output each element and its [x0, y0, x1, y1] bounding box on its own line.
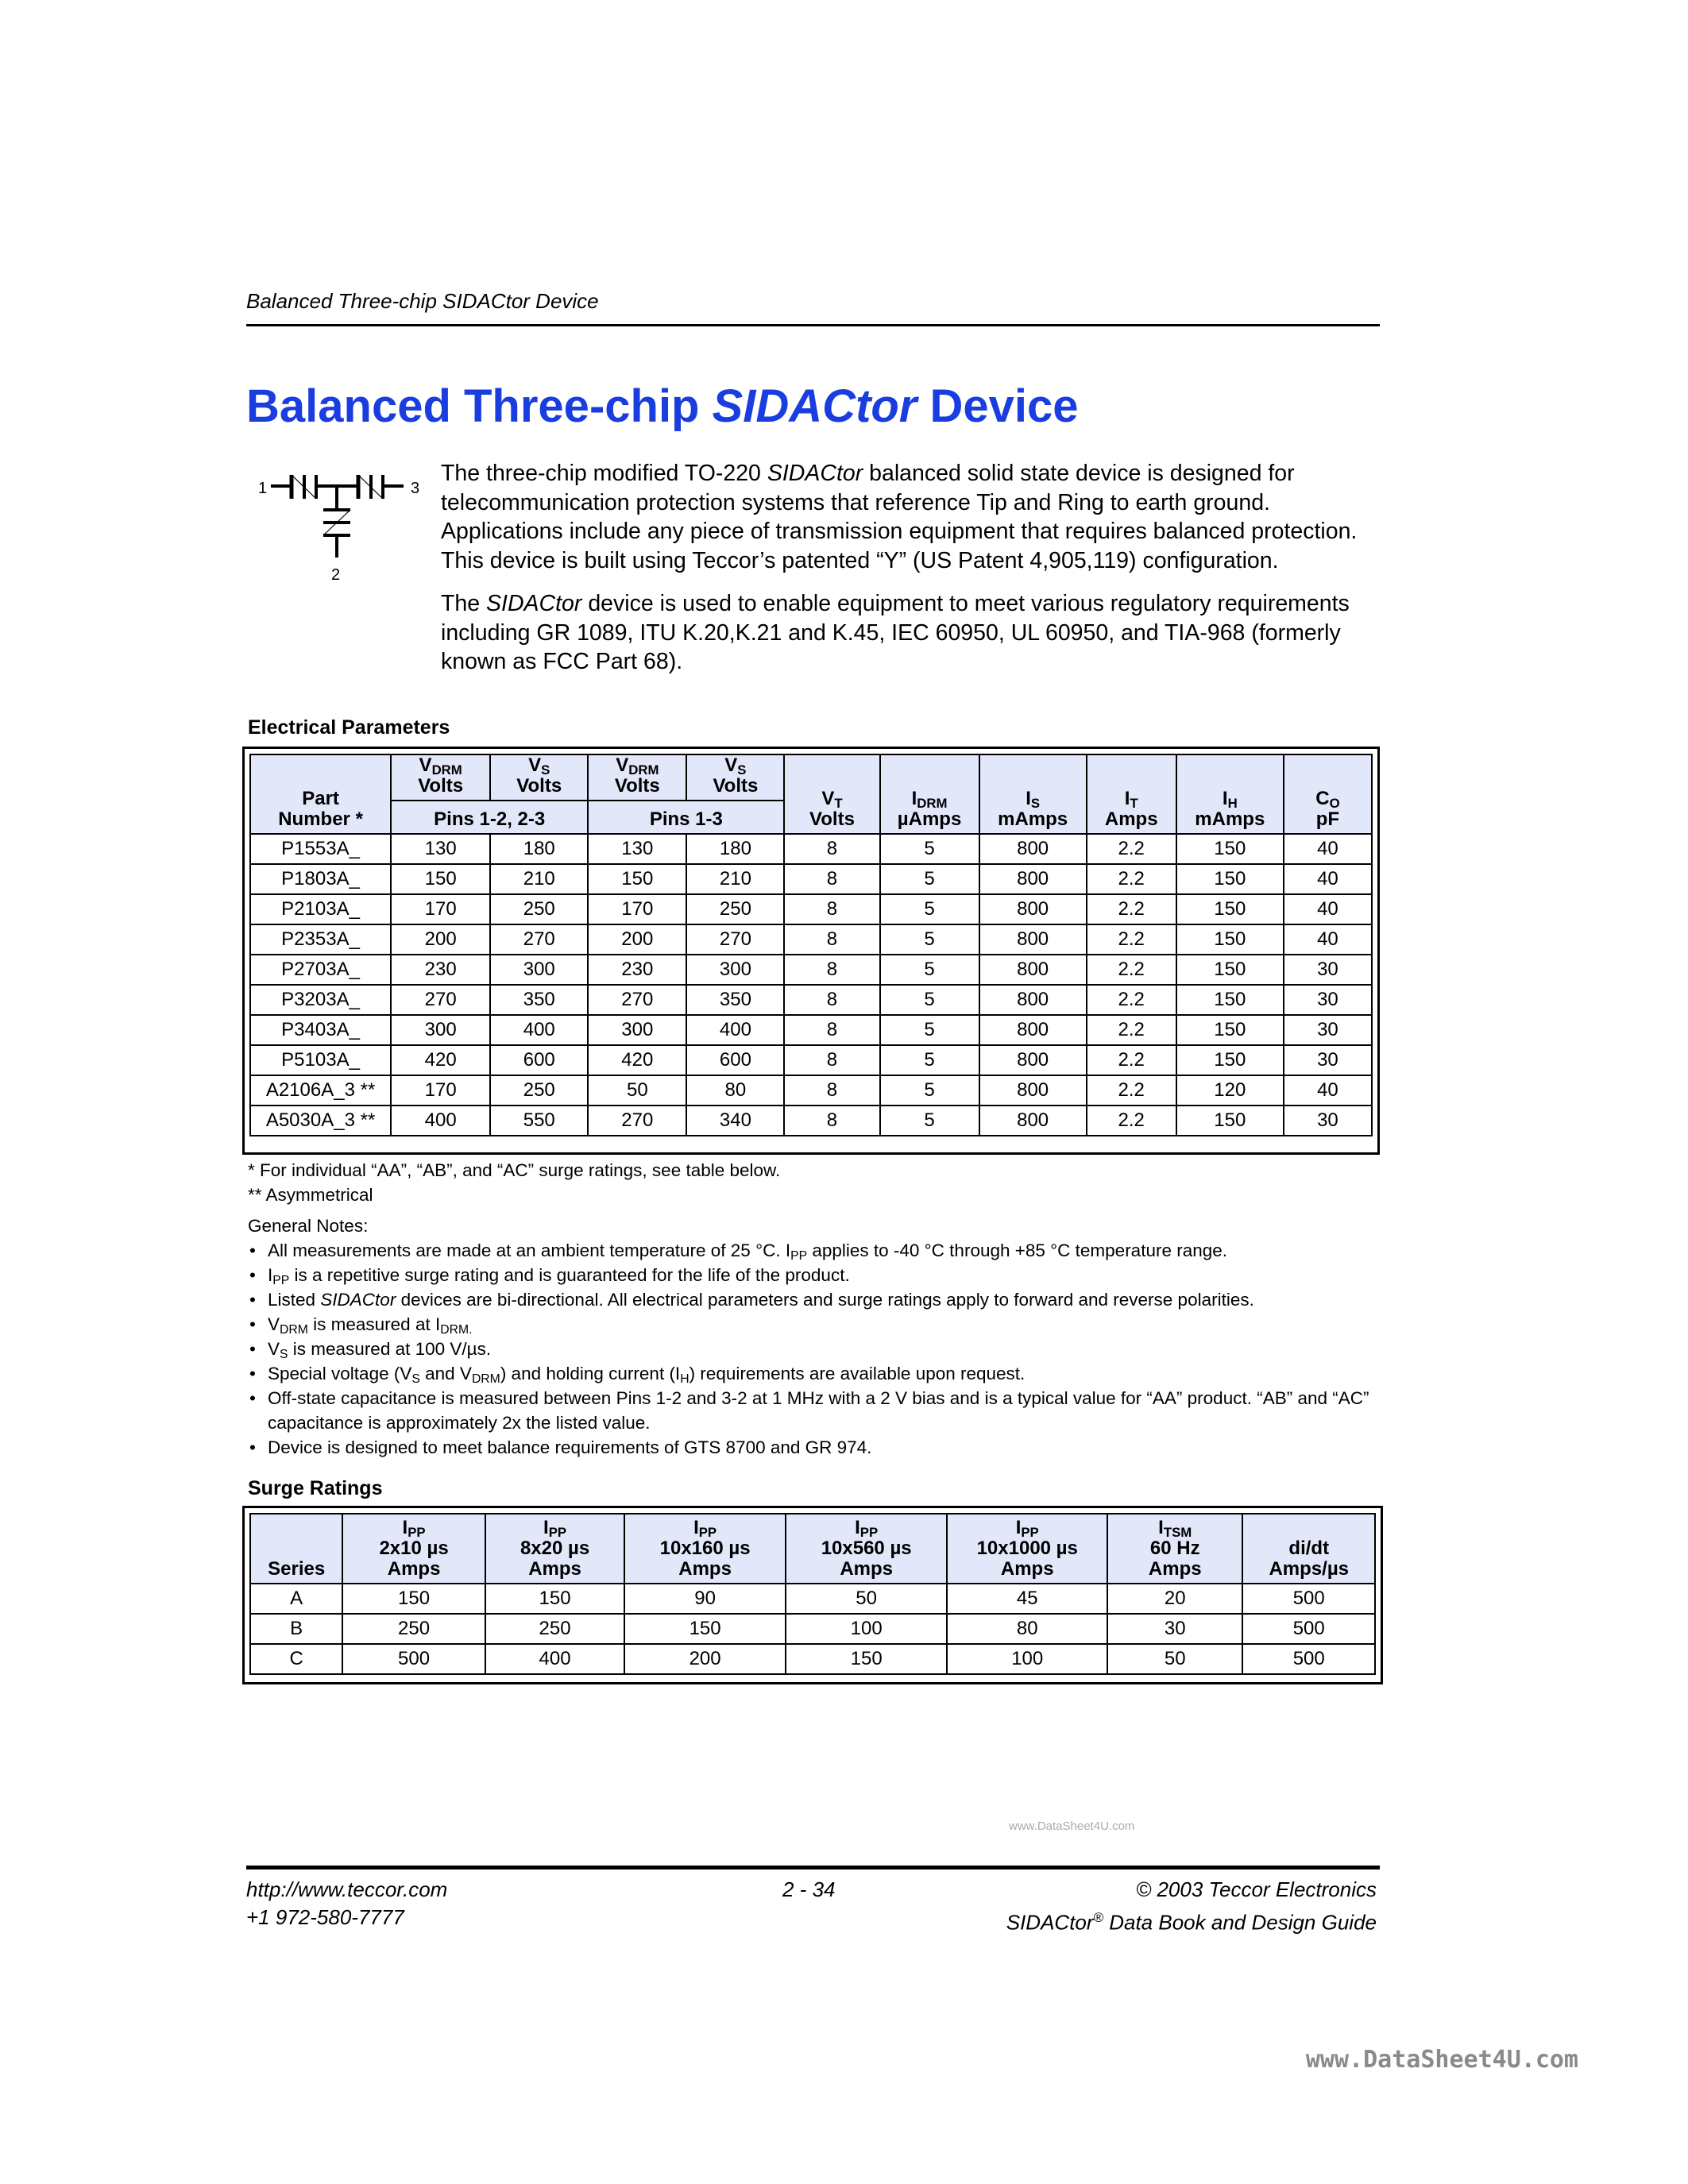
value-cell: 500 — [1242, 1584, 1375, 1614]
footnote-asymmetrical: ** Asymmetrical — [248, 1185, 373, 1205]
subscript: DRM — [917, 796, 948, 812]
value-cell: 30 — [1107, 1614, 1242, 1644]
header-cell: $I_T$ Amps — [1087, 754, 1176, 834]
table-row — [250, 985, 1372, 1015]
value-cell: 2.2 — [1087, 1015, 1176, 1045]
footer-rule — [246, 1866, 1380, 1870]
part-number-cell: P2353A_ — [250, 924, 391, 955]
value-cell: 170 — [391, 894, 490, 924]
value-cell: 400 — [686, 1015, 784, 1045]
table-row — [250, 1614, 1375, 1644]
value-cell: 8 — [784, 985, 879, 1015]
value-cell: 5 — [880, 1075, 979, 1106]
table-row — [250, 1644, 1375, 1674]
header-cell: $I_{PP}$ 2x10 µs Amps — [342, 1514, 485, 1584]
header-cell: $I_{PP}$ 10x1000 µs Amps — [947, 1514, 1107, 1584]
value-cell: 8 — [784, 864, 879, 894]
value-cell: 8 — [784, 1015, 879, 1045]
subscript: TSM — [1163, 1525, 1192, 1541]
subscript: S — [737, 762, 747, 778]
subscript: PP — [859, 1525, 879, 1541]
value-cell: 50 — [1107, 1644, 1242, 1674]
value-cell: 30 — [1284, 1106, 1372, 1136]
value-cell: 80 — [947, 1614, 1107, 1644]
running-head: Balanced Three-chip SIDACtor Device — [246, 289, 599, 313]
header-cell: $I_S$ mAmps — [979, 754, 1087, 834]
header-pin-group: Pins 1-2, 2-3 — [391, 801, 588, 834]
value-cell: 8 — [784, 924, 879, 955]
value-cell: 210 — [490, 864, 588, 894]
value-cell: 2.2 — [1087, 985, 1176, 1015]
value-cell: 50 — [588, 1075, 686, 1106]
value-cell: 200 — [391, 924, 490, 955]
value-cell: 8 — [784, 1106, 879, 1136]
subscript: S — [280, 1347, 288, 1361]
value-cell: 150 — [1176, 985, 1284, 1015]
header-cell: $V_S$ Volts — [490, 754, 588, 801]
site-watermark: www.DataSheet4U.com — [1305, 2046, 1578, 2074]
value-cell: 230 — [391, 955, 490, 985]
value-cell: 800 — [979, 1106, 1087, 1136]
subscript: PP — [272, 1273, 290, 1287]
value-cell: 200 — [588, 924, 686, 955]
value-cell: 170 — [391, 1075, 490, 1106]
footer-left — [246, 1876, 447, 1931]
part-number-cell: P2703A_ — [250, 955, 391, 985]
value-cell: 150 — [1176, 924, 1284, 955]
intro-paragraph-2: The SIDACtor device is used to enable equipment to meet various regulatory requirements including GR 1089, ITU K.20,K.21 and K.45, IEC 60950, UL 60950, and TIA-968 (formerly known as FCC Part 68). — [441, 591, 1350, 674]
subscript: DRM — [628, 762, 659, 778]
value-cell: 500 — [342, 1644, 485, 1674]
value-cell: 150 — [1176, 1106, 1284, 1136]
value-cell: 500 — [1242, 1614, 1375, 1644]
value-cell: 300 — [588, 1015, 686, 1045]
value-cell: 270 — [391, 985, 490, 1015]
table-row — [250, 1075, 1372, 1106]
value-cell: 5 — [880, 864, 979, 894]
value-cell: 100 — [786, 1614, 948, 1644]
table-row — [250, 1045, 1372, 1075]
header-cell: $V_{DRM}$ Volts — [391, 754, 490, 801]
subscript: H — [1227, 796, 1238, 812]
table-row — [250, 924, 1372, 955]
title-text-end: Device — [917, 380, 1079, 432]
value-cell: 350 — [490, 985, 588, 1015]
value-cell: 300 — [686, 955, 784, 985]
value-cell: 400 — [391, 1106, 490, 1136]
electrical-parameters-label: Electrical Parameters — [248, 716, 450, 739]
value-cell: 150 — [588, 864, 686, 894]
footnote-part-number: * For individual “AA”, “AB”, and “AC” surge ratings, see table below. — [248, 1160, 781, 1180]
surge-ratings-label: Surge Ratings — [248, 1477, 383, 1499]
value-cell: 130 — [391, 834, 490, 864]
subscript: PP — [548, 1525, 567, 1541]
value-cell: 150 — [1176, 1045, 1284, 1075]
subscript: PP — [790, 1248, 808, 1263]
value-cell: 5 — [880, 1015, 979, 1045]
title-text: Balanced Three-chip — [246, 380, 713, 432]
value-cell: 210 — [686, 864, 784, 894]
value-cell: 40 — [1284, 1075, 1372, 1106]
value-cell: 800 — [979, 1045, 1087, 1075]
footer-right — [1006, 1876, 1377, 1937]
pin-1-label: 1 — [258, 480, 268, 497]
series-cell: A — [250, 1584, 342, 1614]
part-number-cell: P3203A_ — [250, 985, 391, 1015]
value-cell: 150 — [624, 1614, 786, 1644]
value-cell: 80 — [686, 1075, 784, 1106]
surge-ratings-table-frame — [242, 1506, 1383, 1684]
subscript: T — [1130, 796, 1138, 812]
note-item: • $I_{PP}$ is a repetitive surge rating and is guaranteed for the life of the product. — [248, 1263, 1392, 1287]
value-cell: 2.2 — [1087, 1106, 1176, 1136]
value-cell: 5 — [880, 924, 979, 955]
part-number-cell: P1803A_ — [250, 864, 391, 894]
general-notes-list — [248, 1238, 1392, 1460]
footer-phone: +1 972-580-7777 — [246, 1905, 404, 1929]
value-cell: 150 — [342, 1584, 485, 1614]
value-cell: 180 — [490, 834, 588, 864]
value-cell: 5 — [880, 834, 979, 864]
value-cell: 270 — [588, 985, 686, 1015]
header-cell: $V_S$ Volts — [686, 754, 784, 801]
general-notes-label: General Notes: — [248, 1216, 369, 1236]
series-cell: C — [250, 1644, 342, 1674]
value-cell: 40 — [1284, 924, 1372, 955]
value-cell: 250 — [490, 1075, 588, 1106]
value-cell: 150 — [1176, 894, 1284, 924]
title-brand: SIDACtor — [712, 380, 917, 432]
header-cell: $C_O$ pF — [1284, 754, 1372, 834]
header-row — [250, 1514, 1375, 1584]
value-cell: 150 — [1176, 955, 1284, 985]
value-cell: 5 — [880, 1106, 979, 1136]
part-number-cell: A2106A_3 ** — [250, 1075, 391, 1106]
header-cell: $I_{PP}$ 8x20 µs Amps — [485, 1514, 624, 1584]
value-cell: 2.2 — [1087, 924, 1176, 955]
value-cell: 8 — [784, 894, 879, 924]
value-cell: 270 — [490, 924, 588, 955]
footer-book-title — [1006, 1904, 1377, 1937]
value-cell: 2.2 — [1087, 834, 1176, 864]
value-cell: 270 — [686, 924, 784, 955]
header-cell: $I_{DRM}$ µAmps — [880, 754, 979, 834]
table-row — [250, 955, 1372, 985]
value-cell: 2.2 — [1087, 1075, 1176, 1106]
header-cell: $I_{TSM}$ 60 Hz Amps — [1107, 1514, 1242, 1584]
pin-2-label: 2 — [331, 566, 341, 584]
value-cell: 270 — [588, 1106, 686, 1136]
table-row — [250, 864, 1372, 894]
intro-paragraph-1: The three-chip modified TO-220 SIDACtor balanced solid state device is designed for telecommunication protection systems that reference Tip and Ring to earth ground. Applications include any piece of transmission equipment that requires balanced protection. This device is built using Teccor’s patented “Y” (US Patent 4,905,119) configuration. — [441, 461, 1358, 573]
subscript: PP — [698, 1525, 717, 1541]
value-cell: 20 — [1107, 1584, 1242, 1614]
header-cell: $V_T$ Volts — [784, 754, 879, 834]
value-cell: 30 — [1284, 985, 1372, 1015]
value-cell: 800 — [979, 955, 1087, 985]
value-cell: 800 — [979, 1015, 1087, 1045]
value-cell: 500 — [1242, 1644, 1375, 1674]
value-cell: 550 — [490, 1106, 588, 1136]
value-cell: 600 — [490, 1045, 588, 1075]
part-number-cell: P1553A_ — [250, 834, 391, 864]
part-number-cell: A5030A_3 ** — [250, 1106, 391, 1136]
footer-url-link[interactable]: http://www.teccor.com — [246, 1877, 448, 1901]
value-cell: 800 — [979, 834, 1087, 864]
value-cell: 150 — [1176, 834, 1284, 864]
value-cell: 5 — [880, 894, 979, 924]
circuit-diagram-icon — [242, 461, 425, 588]
value-cell: 120 — [1176, 1075, 1284, 1106]
note-item: • Special voltage ($V_S$ and $V_{DRM}$) and holding current $(I_H)$ requirements are available upon request. — [248, 1361, 1392, 1386]
value-cell: 30 — [1284, 1045, 1372, 1075]
value-cell: 340 — [686, 1106, 784, 1136]
value-cell: 170 — [588, 894, 686, 924]
value-cell: 350 — [686, 985, 784, 1015]
value-cell: 40 — [1284, 894, 1372, 924]
table-row — [250, 1015, 1372, 1045]
part-number-cell: P2103A_ — [250, 894, 391, 924]
subscript: DRM — [471, 1372, 500, 1386]
header-cell: $I_{PP}$ 10x160 µs Amps — [624, 1514, 786, 1584]
value-cell: 2.2 — [1087, 955, 1176, 985]
value-cell: 150 — [391, 864, 490, 894]
table-watermark: www.DataSheet4U.com — [1009, 1819, 1135, 1833]
table-row — [250, 1106, 1372, 1136]
subscript: PP — [408, 1525, 426, 1541]
subscript: T — [834, 796, 843, 812]
value-cell: 150 — [1176, 864, 1284, 894]
value-cell: 40 — [1284, 834, 1372, 864]
note-item: • Listed SIDACtor devices are bi-directional. All electrical parameters and surge ratings apply to forward and reverse polarities. — [248, 1287, 1392, 1312]
value-cell: 250 — [490, 894, 588, 924]
table-row — [250, 1584, 1375, 1614]
brand-text: SIDACtor — [320, 1290, 396, 1310]
book-brand: SIDACtor — [1006, 1910, 1094, 1935]
value-cell: 300 — [490, 955, 588, 985]
value-cell: 40 — [1284, 864, 1372, 894]
book-title-rest: Data Book and Design Guide — [1103, 1910, 1377, 1935]
table-row — [250, 894, 1372, 924]
subscript: PP — [1021, 1525, 1039, 1541]
note-item: • All measurements are made at an ambient temperature of 25 °C. $I_{PP}$ applies to -40 °C through +85 °C temperature range. — [248, 1238, 1392, 1263]
value-cell: 800 — [979, 1075, 1087, 1106]
value-cell: 250 — [485, 1614, 624, 1644]
value-cell: 50 — [786, 1584, 948, 1614]
value-cell: 800 — [979, 894, 1087, 924]
subscript: O — [1329, 796, 1340, 812]
electrical-parameters-table — [249, 754, 1373, 1136]
note-item: • $V_{DRM}$ is measured at $I_{DRM.}$ — [248, 1312, 1392, 1337]
subscript: DRM. — [440, 1322, 473, 1337]
subscript: DRM — [280, 1322, 308, 1337]
value-cell: 400 — [490, 1015, 588, 1045]
header-rule — [246, 324, 1380, 326]
subscript: S — [541, 762, 550, 778]
header-cell: $I_{PP}$ 10x560 µs Amps — [786, 1514, 948, 1584]
value-cell: 800 — [979, 864, 1087, 894]
registered-mark: ® — [1093, 1910, 1103, 1925]
value-cell: 420 — [588, 1045, 686, 1075]
header-cell: di/dt Amps/µs — [1242, 1514, 1375, 1584]
page-title — [246, 380, 1079, 433]
part-number-cell: P5103A_ — [250, 1045, 391, 1075]
value-cell: 8 — [784, 1045, 879, 1075]
value-cell: 800 — [979, 985, 1087, 1015]
value-cell: 90 — [624, 1584, 786, 1614]
subscript: DRM — [431, 762, 462, 778]
value-cell: 2.2 — [1087, 1045, 1176, 1075]
value-cell: 45 — [947, 1584, 1107, 1614]
value-cell: 200 — [624, 1644, 786, 1674]
subscript: S — [1030, 796, 1041, 812]
value-cell: 420 — [391, 1045, 490, 1075]
value-cell: 5 — [880, 1045, 979, 1075]
value-cell: 30 — [1284, 955, 1372, 985]
subscript: S — [411, 1372, 420, 1386]
notes — [248, 1158, 1392, 1460]
value-cell: 250 — [686, 894, 784, 924]
value-cell: 150 — [786, 1644, 948, 1674]
value-cell: 2.2 — [1087, 894, 1176, 924]
header-row — [250, 754, 1372, 801]
value-cell: 230 — [588, 955, 686, 985]
footer-copyright: © 2003 Teccor Electronics — [1136, 1877, 1377, 1901]
value-cell: 300 — [391, 1015, 490, 1045]
intro — [441, 459, 1386, 691]
header-cell: $V_{DRM}$ Volts — [588, 754, 686, 801]
value-cell: 8 — [784, 955, 879, 985]
value-cell: 800 — [979, 924, 1087, 955]
brand-text: SIDACtor — [767, 461, 863, 486]
value-cell: 250 — [342, 1614, 485, 1644]
page-number: 2 - 34 — [782, 1877, 836, 1901]
header-cell: Series — [250, 1514, 342, 1584]
note-item: • Device is designed to meet balance requirements of GTS 8700 and GR 974. — [248, 1435, 1392, 1460]
value-cell: 5 — [880, 955, 979, 985]
value-cell: 5 — [880, 985, 979, 1015]
value-cell: 8 — [784, 1075, 879, 1106]
value-cell: 130 — [588, 834, 686, 864]
header-cell: $I_H$ mAmps — [1176, 754, 1284, 834]
surge-ratings-table — [249, 1513, 1376, 1675]
header-part-number: Part Number * — [250, 754, 391, 834]
value-cell: 100 — [947, 1644, 1107, 1674]
value-cell: 8 — [784, 834, 879, 864]
value-cell: 180 — [686, 834, 784, 864]
part-number-cell: P3403A_ — [250, 1015, 391, 1045]
brand-text: SIDACtor — [486, 591, 582, 616]
header-pin-group: Pins 1-3 — [588, 801, 784, 834]
value-cell: 600 — [686, 1045, 784, 1075]
pin-3-label: 3 — [411, 480, 420, 497]
value-cell: 150 — [1176, 1015, 1284, 1045]
value-cell: 400 — [485, 1644, 624, 1674]
value-cell: 150 — [485, 1584, 624, 1614]
note-item: • Off-state capacitance is measured between Pins 1-2 and 3-2 at 1 MHz with a 2 V bias and is a typical value for “AA” product. “AB” and “AC” capacitance is approximately 2x the listed value. — [248, 1386, 1392, 1435]
series-cell: B — [250, 1614, 342, 1644]
note-item: • $V_S$ is measured at 100 V/µs. — [248, 1337, 1392, 1361]
value-cell: 2.2 — [1087, 864, 1176, 894]
table-row — [250, 834, 1372, 864]
value-cell: 30 — [1284, 1015, 1372, 1045]
subscript: H — [680, 1372, 689, 1386]
